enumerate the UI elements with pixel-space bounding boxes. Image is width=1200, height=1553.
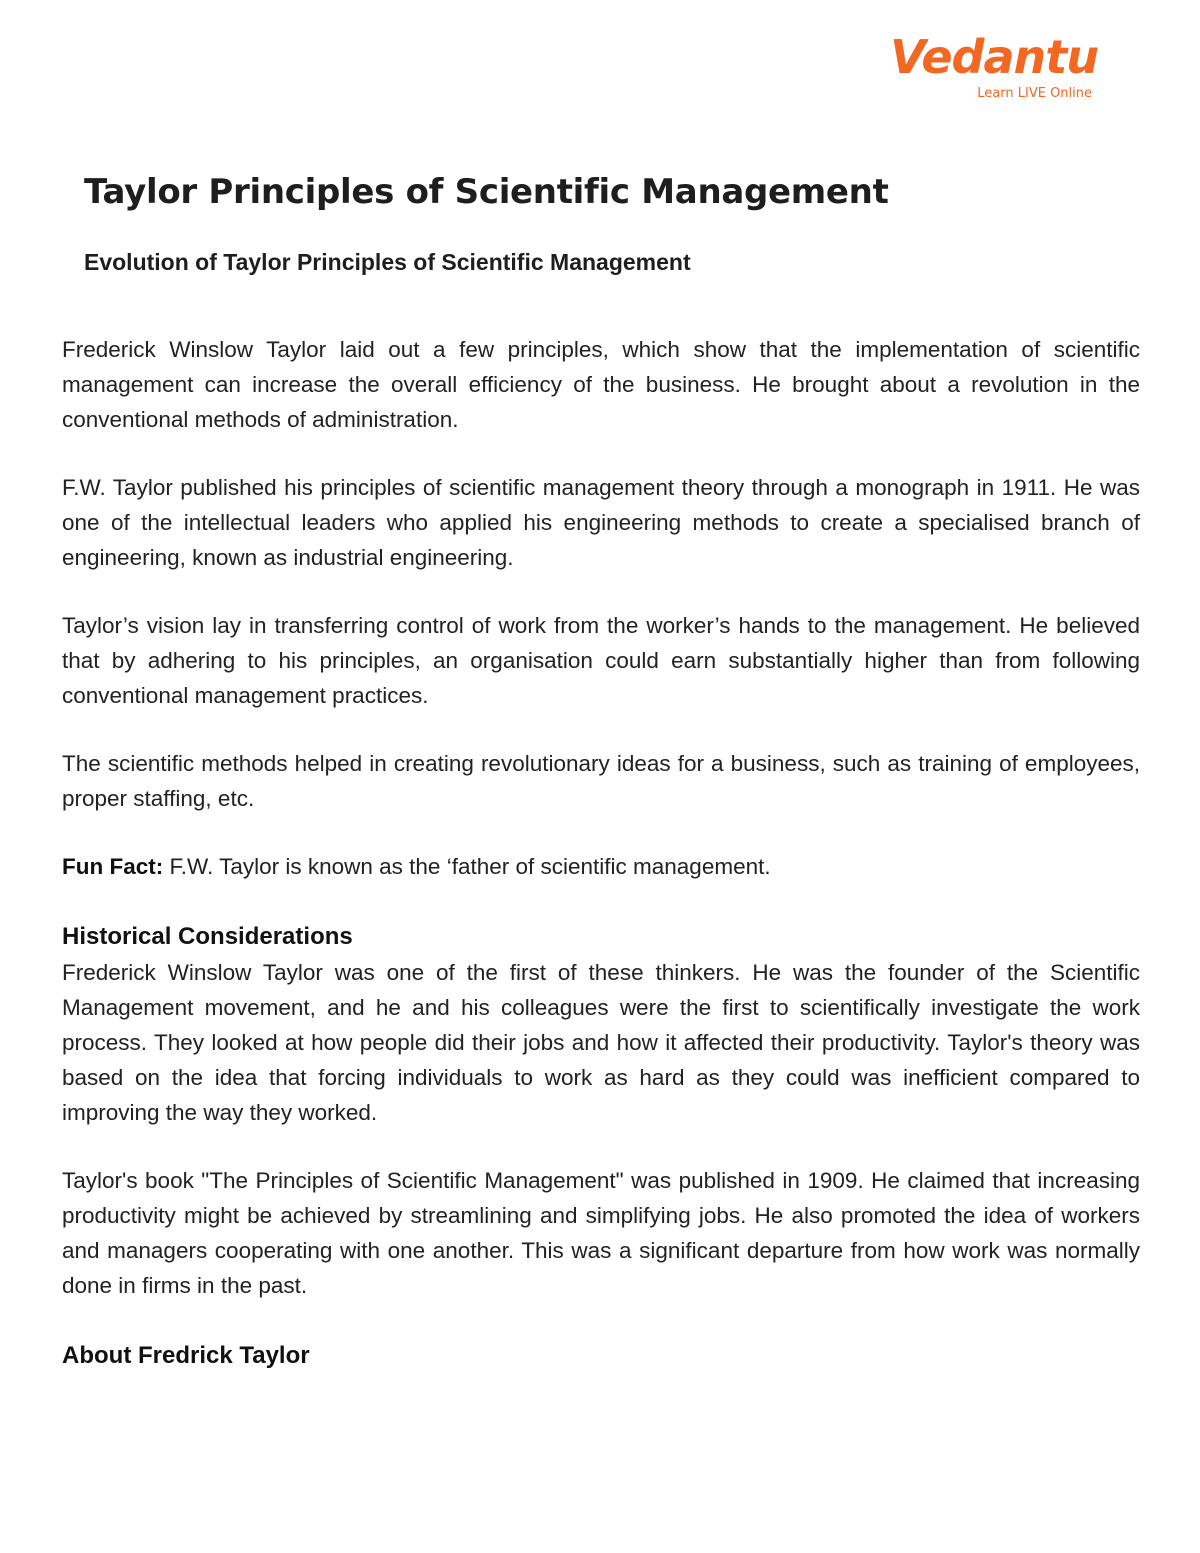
page-title: Taylor Principles of Scientific Management xyxy=(84,172,889,212)
paragraph-intro: Frederick Winslow Taylor laid out a few principles, which show that the implementation of scientific management can increase the overall efficiency of the business. He brought about a revolution in the conventional methods of administration. xyxy=(62,337,1140,432)
fun-fact xyxy=(62,849,1140,884)
paragraph-historical-1: Frederick Winslow Taylor was one of the first of these thinkers. He was the founder of the Scientific Management movement, and he and his colleagues were the first to scientifically investigate the work process. They looked at how people did their jobs and how it affected their productivity. Taylor's theory was based on the idea that forcing individuals to work as hard as they could was inefficient compared to improving the way they worked. xyxy=(62,960,1140,1125)
fun-fact-text: F.W. Taylor is known as the ‘father of scientific management. xyxy=(163,854,771,879)
fun-fact-label: Fun Fact: xyxy=(62,854,164,879)
logo-wordmark: Vedantu xyxy=(890,30,1098,84)
paragraph-monograph: F.W. Taylor published his principles of scientific management theory through a monograph in 1911. He was one of the intellectual leaders who applied his engineering methods to create a specialised branch of engineering, known as industrial engineering. xyxy=(62,475,1140,570)
vedantu-logo xyxy=(890,30,1108,110)
heading-historical-considerations: Historical Considerations xyxy=(62,923,353,950)
document-body xyxy=(62,332,1140,1374)
logo-tagline: Learn LIVE Online xyxy=(977,86,1092,101)
paragraph-methods: The scientific methods helped in creating revolutionary ideas for a business, such as training of employees, proper staffing, etc. xyxy=(62,751,1140,811)
section-subtitle: Evolution of Taylor Principles of Scientific Management xyxy=(84,249,691,275)
paragraph-vision: Taylor’s vision lay in transferring control of work from the worker’s hands to the management. He believed that by adhering to his principles, an organisation could earn substantially higher than from following conventional management practices. xyxy=(62,613,1140,708)
heading-about-fredrick-taylor: About Fredrick Taylor xyxy=(62,1342,310,1369)
paragraph-historical-2: Taylor's book "The Principles of Scientific Management" was published in 1909. He claimed that increasing productivity might be achieved by streamlining and simplifying jobs. He also promoted the idea of workers and managers cooperating with one another. This was a significant departure from how work was normally done in firms in the past. xyxy=(62,1168,1140,1298)
